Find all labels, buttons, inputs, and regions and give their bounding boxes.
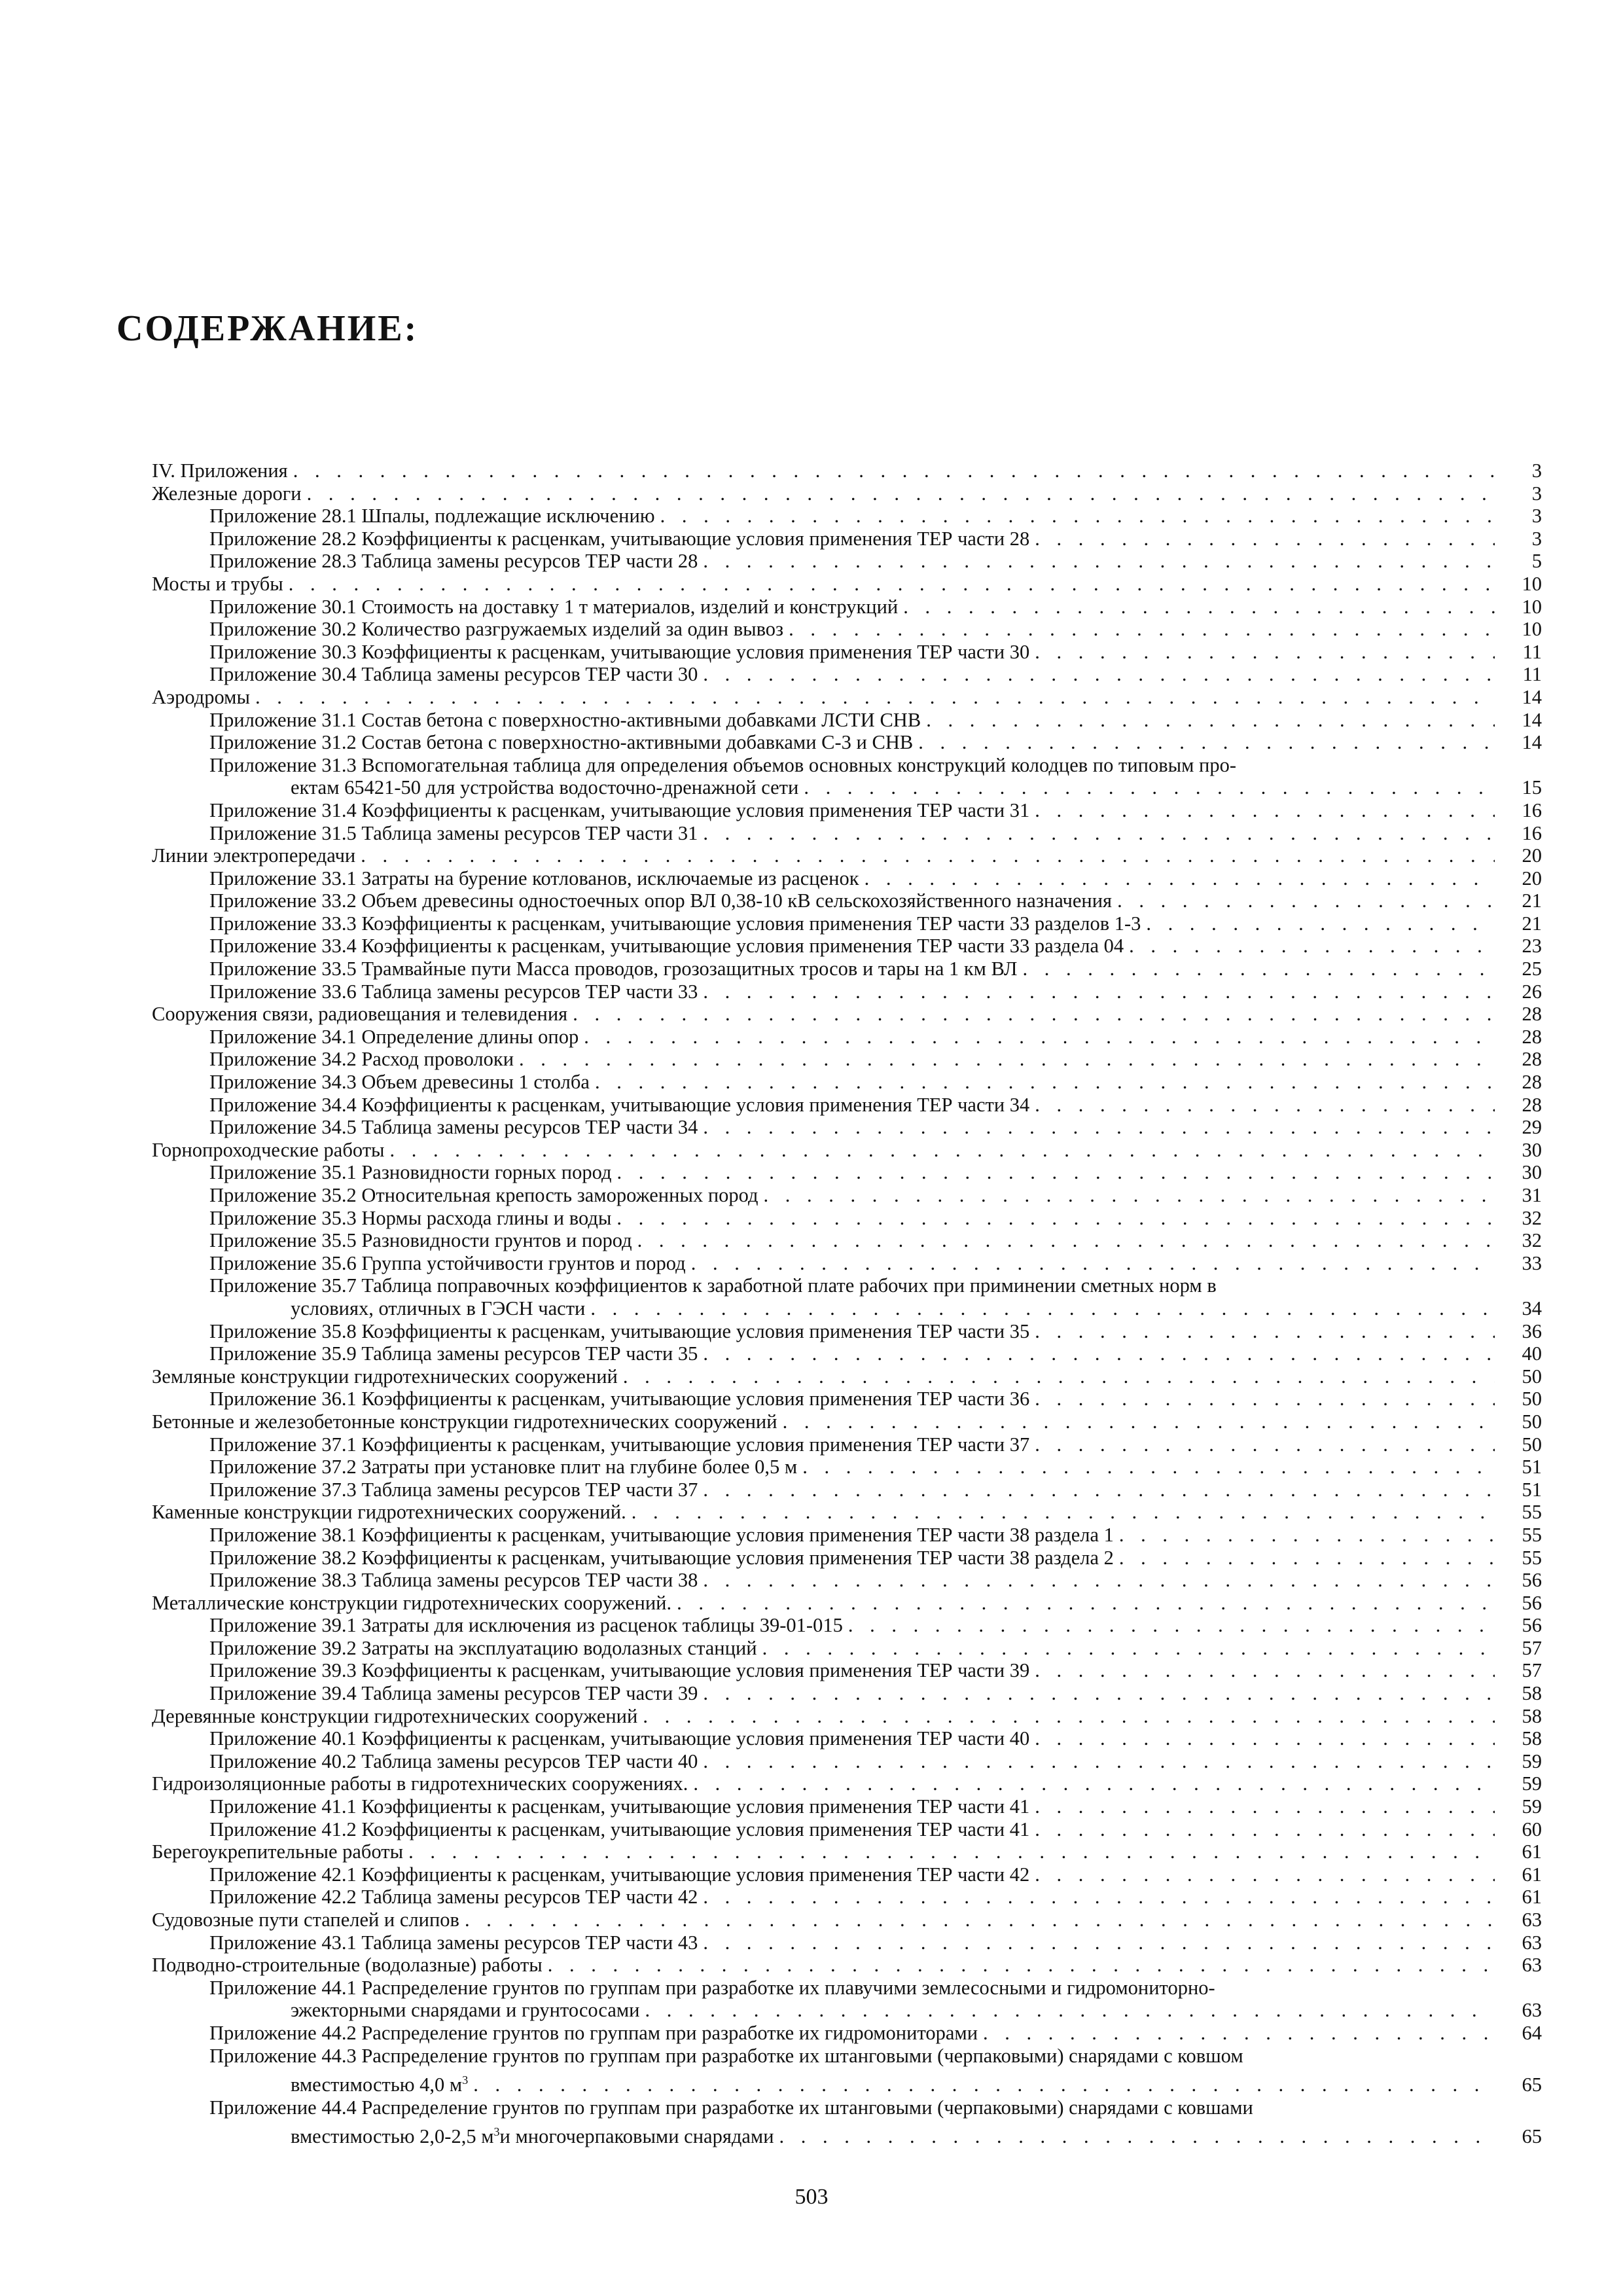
toc-appendix <box>152 1116 1542 1139</box>
toc-entry-text: Аэродромы <box>152 685 250 708</box>
toc-appendix <box>152 505 1542 528</box>
dot-leader <box>637 1229 1495 1252</box>
dot-leader <box>643 1705 1495 1728</box>
toc-entry-text: Линии электропередачи <box>152 844 356 867</box>
toc-appendix <box>152 935 1542 958</box>
toc-appendix <box>152 1229 1542 1252</box>
dot-leader <box>764 1184 1495 1207</box>
toc-entry-text: Приложение 31.1 Состав бетона с поверхностно-активными добавками ЛСТИ СНВ <box>209 708 921 731</box>
toc-section <box>152 1410 1542 1433</box>
toc-page-number: 57 <box>1522 1659 1542 1682</box>
toc-entry-text: Приложение 33.6 Таблица замены ресурсов ТЕР части 33 <box>209 980 698 1003</box>
toc-appendix <box>152 1094 1542 1117</box>
toc-appendix <box>152 1161 1542 1184</box>
toc-page-number: 61 <box>1522 1840 1542 1863</box>
dot-leader <box>1035 1818 1495 1841</box>
toc-entry-text: Приложение 36.1 Коэффициенты к расценкам, учитывающие условия применения ТЕР части 36 <box>209 1388 1030 1410</box>
toc-entry-text: Приложение 43.1 Таблица замены ресурсов ТЕР части 43 <box>209 1931 698 1954</box>
toc-appendix <box>152 2022 1542 2045</box>
toc-page-number: 63 <box>1522 1954 1542 1977</box>
toc-entry-text: Бетонные и железобетонные конструкции гидротехнических сооружений <box>152 1410 777 1433</box>
toc-appendix <box>152 731 1542 754</box>
toc-entry-text: Приложение 38.3 Таблица замены ресурсов ТЕР части 38 <box>209 1569 698 1592</box>
toc-appendix <box>152 1388 1542 1410</box>
toc-appendix <box>152 1479 1542 1501</box>
toc-entry-text: Приложение 37.2 Затраты при установке плит на глубине более 0,5 м <box>209 1456 798 1479</box>
dot-leader <box>703 980 1495 1003</box>
dot-leader <box>789 618 1495 641</box>
toc-page-number: 10 <box>1522 595 1542 618</box>
toc-section <box>152 1365 1542 1388</box>
toc-entry-text: Приложение 30.3 Коэффициенты к расценкам, учитывающие условия применения ТЕР части 30 <box>209 640 1030 663</box>
toc-page-number: 51 <box>1522 1478 1542 1501</box>
toc-entry-text: Приложение 44.1 Распределение грунтов по группам при разработке их плавучими землесосными и гидромониторно- <box>209 1976 1215 1999</box>
dot-leader <box>703 1931 1495 1954</box>
toc-appendix <box>152 1614 1542 1637</box>
toc-section <box>152 573 1542 596</box>
toc-entry-text: Приложение 35.3 Нормы расхода глины и воды <box>209 1206 612 1229</box>
toc-page-number: 55 <box>1522 1523 1542 1546</box>
dot-leader <box>1035 1795 1495 1818</box>
toc-page-number: 57 <box>1522 1636 1542 1659</box>
toc-entry-text: Приложение 37.3 Таблица замены ресурсов ТЕР части 37 <box>209 1478 698 1501</box>
dot-leader <box>703 1116 1495 1139</box>
toc-page-number: 65 <box>1522 2125 1542 2148</box>
dot-leader <box>903 596 1495 619</box>
toc-entry-text: Приложение 30.2 Количество разгружаемых изделий за один вывоз <box>209 618 784 641</box>
dot-leader <box>1119 1524 1495 1547</box>
toc-entry-text: Приложение 28.1 Шпалы, подлежащие исключению <box>209 505 655 528</box>
toc-page-number: 58 <box>1522 1727 1542 1750</box>
dot-leader <box>590 1297 1495 1320</box>
toc-entry-text: Мосты и трубы <box>152 572 283 595</box>
toc-appendix <box>152 1547 1542 1570</box>
toc-appendix <box>152 822 1542 845</box>
toc-page-number: 11 <box>1522 663 1542 686</box>
toc-appendix <box>152 709 1542 732</box>
dot-leader <box>1035 528 1495 550</box>
toc-appendix <box>152 641 1542 664</box>
toc-entry-text: Приложение 39.3 Коэффициенты к расценкам, учитывающие условия применения ТЕР части 39 <box>209 1659 1030 1682</box>
toc-page-number: 50 <box>1522 1433 1542 1456</box>
toc-entry-text: Деревянные конструкции гидротехнических сооружений <box>152 1704 638 1727</box>
toc-entry-continuation: вместимостью 4,0 $м^3$ <box>291 2073 469 2096</box>
toc-page-number: 28 <box>1522 1025 1542 1048</box>
dot-leader <box>307 482 1495 505</box>
toc-page-number: 21 <box>1522 889 1542 912</box>
dot-leader <box>408 1840 1495 1863</box>
toc-appendix <box>152 1071 1542 1094</box>
toc-entry-text: Приложение 31.5 Таблица замены ресурсов ТЕР части 31 <box>209 821 698 844</box>
dot-leader <box>703 663 1495 686</box>
toc-section <box>152 1840 1542 1863</box>
dot-leader <box>1035 1863 1495 1886</box>
dot-leader <box>693 1772 1495 1795</box>
toc-entry-text: Приложение 33.1 Затраты на бурение котлованов, исключаемые из расценок <box>209 867 859 889</box>
toc-entry-text: Приложение 30.4 Таблица замены ресурсов ТЕР части 30 <box>209 663 698 686</box>
toc-entry-text: Подводно-строительные (водолазные) работы <box>152 1954 543 1977</box>
toc-page-number: 50 <box>1522 1365 1542 1388</box>
toc-section <box>152 1954 1542 1977</box>
toc-section <box>152 1003 1542 1026</box>
dot-leader <box>623 1365 1495 1388</box>
toc-page-number: 28 <box>1522 1071 1542 1094</box>
toc-entry-text: Приложение 39.4 Таблица замены ресурсов ТЕР части 39 <box>209 1682 698 1705</box>
toc-appendix <box>152 1727 1542 1750</box>
toc-entry-text: IV. Приложения <box>152 459 288 482</box>
toc-section <box>152 686 1542 709</box>
toc-section <box>152 1909 1542 1931</box>
toc-page-number: 63 <box>1522 1909 1542 1931</box>
toc-entry-text: Приложение 33.3 Коэффициенты к расценкам, учитывающие условия применения ТЕР части 33 разделов 1-3 <box>209 912 1141 935</box>
toc-page-number: 51 <box>1522 1456 1542 1479</box>
toc-entry-text: Приложение 37.1 Коэффициенты к расценкам, учитывающие условия применения ТЕР части 37 <box>209 1433 1030 1456</box>
toc-entry-continuation: вместимостью 2,0-2,5 $м^3и$ многочерпаковыми снарядами <box>291 2125 774 2148</box>
toc-entry-text: Приложение 35.5 Разновидности грунтов и пород <box>209 1229 632 1252</box>
toc-appendix <box>152 1569 1542 1592</box>
dot-leader <box>293 459 1495 482</box>
dot-leader <box>584 1026 1495 1049</box>
toc-entry-text: Приложение 40.1 Коэффициенты к расценкам, учитывающие условия применения ТЕР части 40 <box>209 1727 1030 1750</box>
toc-page-number: 30 <box>1522 1161 1542 1184</box>
toc-appendix <box>152 1682 1542 1705</box>
toc-entry-text: Приложение 38.2 Коэффициенты к расценкам, учитывающие условия применения ТЕР части 38 раздела 2 <box>209 1546 1114 1569</box>
toc-appendix <box>152 1252 1542 1275</box>
toc-entry-continuation: условиях, отличных в ГЭСН части <box>291 1297 586 1319</box>
toc-page-number: 63 <box>1522 1999 1542 2022</box>
dot-leader <box>1035 1320 1495 1343</box>
toc-appendix <box>152 1637 1542 1660</box>
dot-leader <box>473 2073 1495 2096</box>
toc-page-number: 10 <box>1522 618 1542 641</box>
toc-page-number: 65 <box>1522 2073 1542 2096</box>
dot-leader <box>390 1139 1495 1162</box>
toc-entry-text: Приложение 39.1 Затраты для исключения из расценок таблицы 39-01-015 <box>209 1614 843 1637</box>
toc-entry-continuation: эжекторными снарядами и грунтососами <box>291 1999 640 2022</box>
toc-page-number: 63 <box>1522 1931 1542 1954</box>
toc-entry-text: Приложение 34.3 Объем древесины 1 столба <box>209 1071 590 1094</box>
dot-leader <box>1035 1094 1495 1117</box>
dot-leader <box>1022 958 1495 980</box>
toc-section <box>152 459 1542 482</box>
toc-page-number: 61 <box>1522 1886 1542 1909</box>
toc-page-number: 55 <box>1522 1501 1542 1524</box>
dot-leader <box>632 1501 1495 1524</box>
dot-leader <box>1129 935 1495 958</box>
toc-page-number: 50 <box>1522 1410 1542 1433</box>
toc-page-number: 20 <box>1522 867 1542 889</box>
toc-entry-text: Приложение 31.4 Коэффициенты к расценкам, учитывающие условия применения ТЕР части 31 <box>209 798 1030 821</box>
toc-entry-text: Сооружения связи, радиовещания и телевидения <box>152 1003 568 1026</box>
toc-page-number: 28 <box>1522 1003 1542 1026</box>
toc-page-number: 15 <box>1522 776 1542 799</box>
toc-page-number: 61 <box>1522 1863 1542 1886</box>
toc-entry-text: Приложение 44.3 Распределение грунтов по группам при разработке их штанговыми (черпаковыми) снарядами с ковшом <box>209 2044 1243 2067</box>
toc-appendix <box>152 912 1542 935</box>
toc-page-number: 56 <box>1522 1591 1542 1614</box>
toc-entry-text: Гидроизоляционные работы в гидротехнических сооружениях. <box>152 1772 688 1795</box>
toc-appendix <box>152 1026 1542 1049</box>
toc-page-number: 28 <box>1522 1093 1542 1116</box>
toc-appendix <box>152 663 1542 686</box>
toc-entry-text: Горнопроходческие работы <box>152 1138 385 1161</box>
toc-page-number: 14 <box>1522 731 1542 754</box>
toc-entry-text: Приложение 34.2 Расход проволоки <box>209 1048 514 1071</box>
toc-appendix <box>152 1456 1542 1479</box>
toc-page-number: 32 <box>1522 1206 1542 1229</box>
toc-section <box>152 1705 1542 1728</box>
toc-appendix <box>152 1524 1542 1547</box>
toc-entry-text: Приложение 35.1 Разновидности горных пород <box>209 1161 612 1184</box>
dot-leader <box>703 1682 1495 1705</box>
dot-leader <box>804 776 1495 799</box>
dot-leader <box>918 731 1495 754</box>
dot-leader <box>983 2022 1495 2045</box>
toc-page-number: 33 <box>1522 1251 1542 1274</box>
toc-entry-text: Приложение 35.9 Таблица замены ресурсов ТЕР части 35 <box>209 1342 698 1365</box>
dot-leader <box>762 1637 1495 1660</box>
dot-leader <box>779 2125 1495 2148</box>
toc-appendix <box>152 1886 1542 1909</box>
toc-page-number: 3 <box>1531 482 1542 505</box>
toc-entry-text: Приложение 42.2 Таблица замены ресурсов ТЕР части 42 <box>209 1886 698 1909</box>
dot-leader <box>465 1909 1495 1931</box>
dot-leader <box>865 867 1495 890</box>
dot-leader <box>703 550 1495 573</box>
dot-leader <box>573 1003 1495 1026</box>
toc-appendix <box>152 1048 1542 1071</box>
toc-page-number: 50 <box>1522 1388 1542 1410</box>
dot-leader <box>1146 912 1495 935</box>
toc-entry-text: Приложение 31.3 Вспомогательная таблица для определения объемов основных конструкций колодцев по типовым про- <box>209 753 1237 776</box>
toc-appendix <box>152 596 1542 619</box>
dot-leader <box>548 1954 1495 1977</box>
dot-leader <box>1035 1727 1495 1750</box>
toc-section <box>152 1592 1542 1615</box>
dot-leader <box>1119 1547 1495 1570</box>
toc-appendix <box>152 618 1542 641</box>
toc-entry-text: Приложение 34.4 Коэффициенты к расценкам, учитывающие условия применения ТЕР части 34 <box>209 1093 1030 1116</box>
toc-entry-text: Приложение 41.2 Коэффициенты к расценкам, учитывающие условия применения ТЕР части 41 <box>209 1818 1030 1840</box>
toc-page-number: 23 <box>1522 935 1542 958</box>
toc-entry-continuation: ектам 65421-50 для устройства водосточно-дренажной сети <box>291 776 799 799</box>
toc-entry-text: Приложение 28.3 Таблица замены ресурсов ТЕР части 28 <box>209 550 698 573</box>
toc-entry-text: Приложение 42.1 Коэффициенты к расценкам, учитывающие условия применения ТЕР части 42 <box>209 1863 1030 1886</box>
toc-appendix <box>152 1207 1542 1230</box>
dot-leader <box>703 1479 1495 1501</box>
toc-appendix <box>152 1977 1542 2022</box>
toc-section <box>152 1501 1542 1524</box>
dot-leader <box>255 686 1495 709</box>
dot-leader <box>519 1048 1495 1071</box>
superscript: 3 <box>462 2073 469 2087</box>
toc-page-number: 14 <box>1522 708 1542 731</box>
dot-leader <box>361 844 1495 867</box>
toc-page-number: 64 <box>1522 2021 1542 2044</box>
toc-page-number: 60 <box>1522 1818 1542 1840</box>
toc-page-number: 31 <box>1522 1184 1542 1206</box>
toc-page-number: 32 <box>1522 1229 1542 1252</box>
toc-entry-text: Приложение 28.2 Коэффициенты к расценкам, учитывающие условия применения ТЕР части 28 <box>209 527 1030 550</box>
dot-leader <box>802 1456 1495 1479</box>
page-title: СОДЕРЖАНИЕ: <box>116 308 419 349</box>
toc-page-number: 36 <box>1522 1319 1542 1342</box>
superscript: 3 <box>493 2125 500 2139</box>
toc-entry-text: Приложение 39.2 Затраты на эксплуатацию водолазных станций <box>209 1636 757 1659</box>
dot-leader <box>289 573 1495 596</box>
toc-section <box>152 1139 1542 1162</box>
dot-leader <box>1035 641 1495 664</box>
toc-entry-text: Приложение 35.8 Коэффициенты к расценкам, учитывающие условия применения ТЕР части 35 <box>209 1319 1030 1342</box>
toc-page-number: 58 <box>1522 1682 1542 1705</box>
toc-entry-text: Земляные конструкции гидротехнических сооружений <box>152 1365 618 1388</box>
toc-page-number: 16 <box>1522 821 1542 844</box>
dot-leader <box>616 1161 1495 1184</box>
toc-entry-text: Приложение 35.2 Относительная крепость замороженных пород <box>209 1184 758 1206</box>
dot-leader <box>595 1071 1495 1094</box>
toc-entry-text: Судовозные пути стапелей и слипов <box>152 1909 459 1931</box>
dot-leader <box>645 1999 1495 2022</box>
toc-page-number: 40 <box>1522 1342 1542 1365</box>
toc-entry-text: Приложение 33.4 Коэффициенты к расценкам, учитывающие условия применения ТЕР части 33 раздела 04 <box>209 935 1124 958</box>
toc-entry-text: Приложение 44.2 Распределение грунтов по группам при разработке их гидромониторами <box>209 2021 978 2044</box>
toc-entry-text: Железные дороги <box>152 482 302 505</box>
toc-appendix <box>152 1320 1542 1343</box>
dot-leader <box>1035 1388 1495 1410</box>
toc-entry-text: Приложение 40.2 Таблица замены ресурсов ТЕР части 40 <box>209 1749 698 1772</box>
table-of-contents <box>152 459 1542 2148</box>
toc-section <box>152 1772 1542 1795</box>
toc-entry-text: Приложение 34.5 Таблица замены ресурсов ТЕР части 34 <box>209 1116 698 1139</box>
dot-leader <box>703 1750 1495 1773</box>
toc-page-number: 14 <box>1522 685 1542 708</box>
toc-page-number: 30 <box>1522 1138 1542 1161</box>
toc-entry-text: Приложение 35.7 Таблица поправочных коэффициентов к заработной плате рабочих при приминении сметных норм в <box>209 1274 1217 1297</box>
toc-page-number: 56 <box>1522 1614 1542 1637</box>
page-number: 503 <box>794 2185 829 2209</box>
dot-leader <box>703 1886 1495 1909</box>
toc-entry-text: Приложение 34.1 Определение длины опор <box>209 1025 579 1048</box>
dot-leader <box>783 1410 1495 1433</box>
toc-appendix <box>152 1659 1542 1682</box>
toc-appendix <box>152 1184 1542 1207</box>
toc-entry-text: Металлические конструкции гидротехнических сооружений. <box>152 1591 672 1614</box>
toc-appendix <box>152 550 1542 573</box>
toc-appendix <box>152 1342 1542 1365</box>
toc-appendix <box>152 1795 1542 1818</box>
toc-page-number: 25 <box>1522 958 1542 980</box>
toc-appendix <box>152 528 1542 550</box>
toc-section <box>152 482 1542 505</box>
toc-page-number: 58 <box>1522 1704 1542 1727</box>
toc-appendix <box>152 754 1542 799</box>
toc-entry-text: Берегоукрепительные работы <box>152 1840 404 1863</box>
toc-page-number: 20 <box>1522 844 1542 867</box>
toc-page-number: 29 <box>1522 1116 1542 1139</box>
toc-entry-text: Приложение 33.2 Объем древесины одностоечных опор ВЛ 0,38-10 кВ сельскохозяйственного назначения <box>209 889 1113 912</box>
dot-leader <box>703 1569 1495 1592</box>
toc-page-number: 59 <box>1522 1749 1542 1772</box>
toc-appendix <box>152 958 1542 980</box>
dot-leader <box>660 505 1495 528</box>
toc-entry-text: Приложение 41.1 Коэффициенты к расценкам, учитывающие условия применения ТЕР части 41 <box>209 1795 1030 1818</box>
toc-appendix <box>152 1863 1542 1886</box>
toc-page-number: 3 <box>1531 459 1542 482</box>
toc-appendix <box>152 889 1542 912</box>
toc-appendix <box>152 1274 1542 1319</box>
toc-page-number: 10 <box>1522 572 1542 595</box>
toc-page-number: 56 <box>1522 1569 1542 1592</box>
toc-entry-text: Приложение 35.6 Группа устойчивости грунтов и пород <box>209 1251 686 1274</box>
toc-entry-text: Приложение 30.1 Стоимость на доставку 1 т материалов, изделий и конструкций <box>209 595 899 618</box>
dot-leader <box>616 1207 1495 1230</box>
toc-appendix <box>152 1818 1542 1841</box>
toc-entry-text: Приложение 38.1 Коэффициенты к расценкам, учитывающие условия применения ТЕР части 38 раздела 1 <box>209 1523 1114 1546</box>
toc-page-number: 59 <box>1522 1795 1542 1818</box>
toc-entry-text: Приложение 33.5 Трамвайные пути Масса проводов, грозозащитных тросов и тары на 1 км ВЛ <box>209 958 1018 980</box>
toc-page-number: 3 <box>1531 527 1542 550</box>
toc-appendix <box>152 867 1542 890</box>
toc-appendix <box>152 2045 1542 2096</box>
toc-appendix <box>152 980 1542 1003</box>
toc-entry-text: Приложение 31.2 Состав бетона с поверхностно-активными добавками С-3 и СНВ <box>209 731 914 754</box>
toc-page-number: 59 <box>1522 1772 1542 1795</box>
dot-leader <box>1035 1659 1495 1682</box>
dot-leader <box>703 822 1495 845</box>
toc-page-number: 28 <box>1522 1048 1542 1071</box>
toc-appendix <box>152 1433 1542 1456</box>
toc-page-number: 55 <box>1522 1546 1542 1569</box>
toc-page-number: 16 <box>1522 798 1542 821</box>
dot-leader <box>1035 799 1495 822</box>
dot-leader <box>703 1342 1495 1365</box>
toc-appendix <box>152 1750 1542 1773</box>
toc-entry-text: Каменные конструкции гидротехнических сооружений. <box>152 1501 626 1524</box>
toc-page-number: 34 <box>1522 1297 1542 1319</box>
dot-leader <box>677 1592 1495 1615</box>
toc-section <box>152 844 1542 867</box>
dot-leader <box>926 709 1495 732</box>
toc-page-number: 21 <box>1522 912 1542 935</box>
toc-appendix <box>152 1931 1542 1954</box>
toc-page-number: 5 <box>1531 550 1542 573</box>
toc-page-number: 26 <box>1522 980 1542 1003</box>
dot-leader <box>848 1614 1495 1637</box>
toc-page-number: 11 <box>1522 640 1542 663</box>
dot-leader <box>691 1252 1495 1275</box>
dot-leader <box>1117 889 1495 912</box>
dot-leader <box>1035 1433 1495 1456</box>
toc-entry-text: Приложение 44.4 Распределение грунтов по группам при разработке их штанговыми (черпаковыми) снарядами с ковшами <box>209 2096 1253 2119</box>
toc-appendix <box>152 799 1542 822</box>
toc-appendix <box>152 2096 1542 2148</box>
toc-page-number: 3 <box>1531 505 1542 528</box>
